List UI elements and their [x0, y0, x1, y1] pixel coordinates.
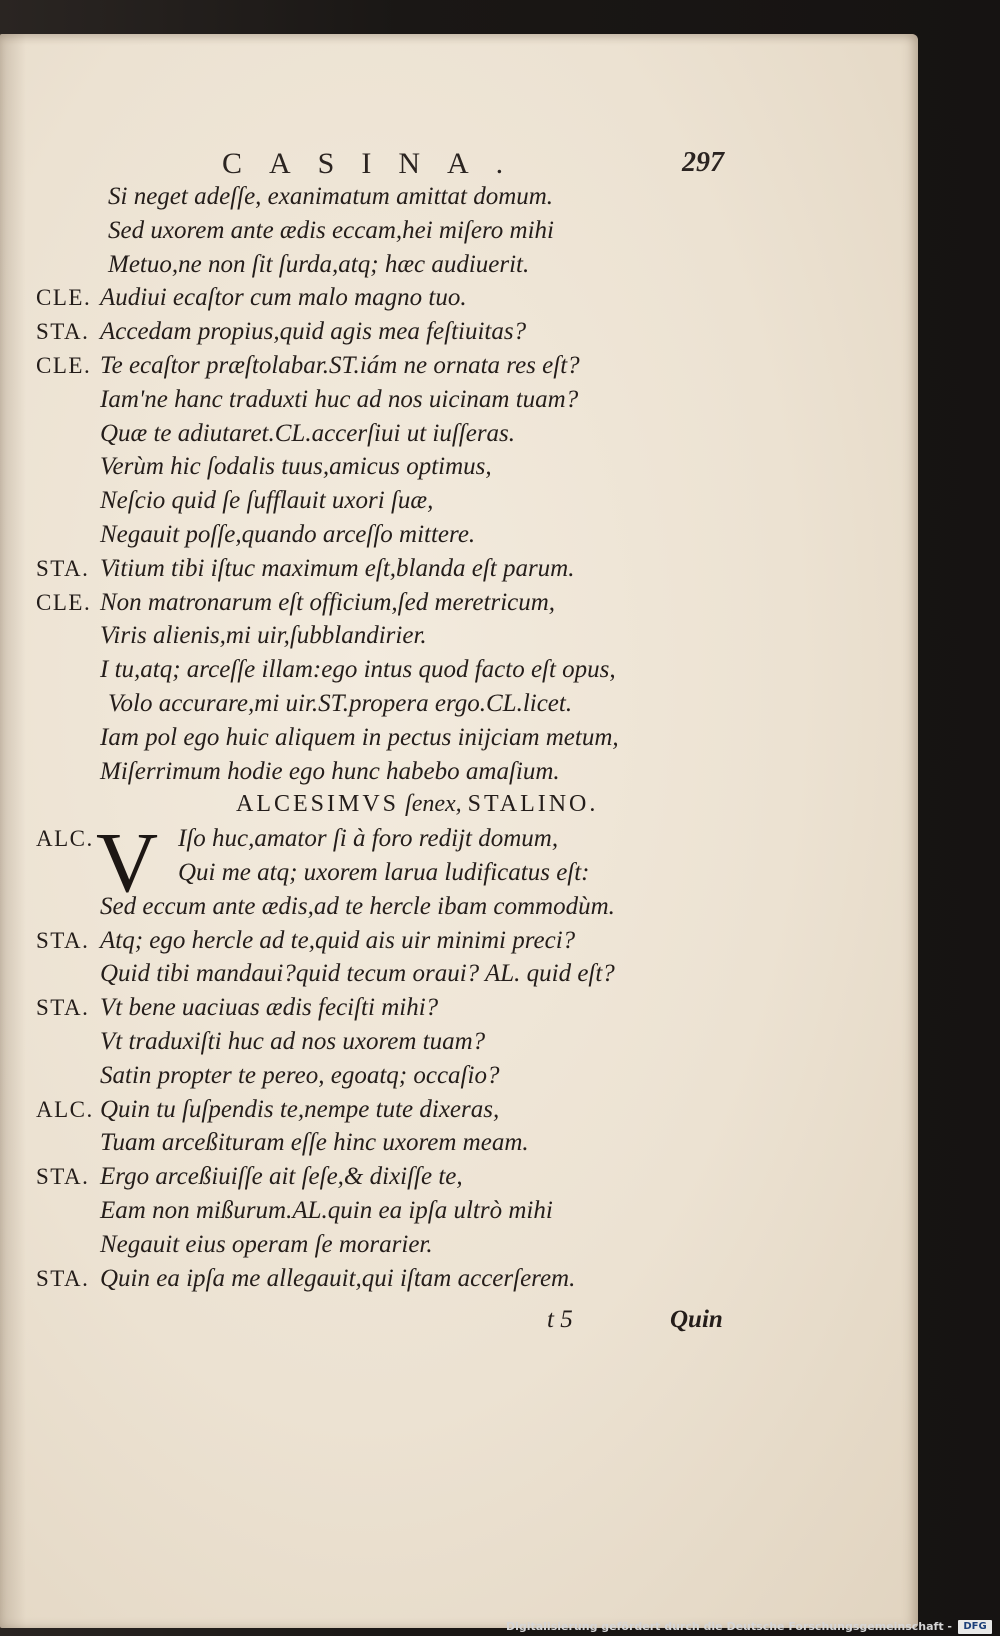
- verse-text-content: Miſerrimum hodie ego hunc habebo amaſium.: [100, 757, 560, 785]
- verse-text-content: Atq; ego hercle ad te,quid ais uir minimi preci?: [100, 926, 576, 954]
- verse-text-content: Audiui ecaſtor cum malo magno tuo.: [100, 284, 467, 312]
- verse-line: [0, 450, 918, 484]
- signature-mark: t 5: [547, 1306, 573, 1333]
- verse-line: [0, 214, 918, 248]
- verse-text-content: Quid tibi mandaui?quid tecum oraui? AL. quid eſt?: [100, 960, 615, 988]
- verse-text-content: Metuo,ne non ſit ſurda,atq; hæc audiuerit.: [108, 250, 530, 278]
- verse-line: [0, 619, 918, 653]
- verse-text-content: Verùm hic ſodalis tuus,amicus optimus,: [100, 453, 492, 481]
- verse-text-content: Qui me atq; uxorem larua ludificatus eſt:: [178, 858, 590, 886]
- speaker-label: ALC.: [36, 826, 94, 852]
- page-footer: [0, 1306, 918, 1340]
- verse-text-content: Neſcio quid ſe ſufflauit uxori ſuæ,: [100, 487, 434, 515]
- verse-line: [0, 1093, 918, 1127]
- verse-text-content: Non matronarum eſt officium,ſed meretricum,: [100, 588, 556, 616]
- verse-line: [0, 1262, 918, 1296]
- verse-line: [0, 1160, 918, 1194]
- verse-text: [0, 180, 918, 1295]
- verse-line: [0, 1025, 918, 1059]
- verse-text-content: Iſo huc,amator ſi à foro redijt domum,: [178, 825, 559, 853]
- verse-line: [0, 281, 918, 315]
- verse-line: [0, 552, 918, 586]
- verse-text-content: Vitium tibi iſtuc maximum eſt,blanda eſt parum.: [100, 554, 575, 582]
- verse-line: [0, 687, 918, 721]
- verse-line: [0, 890, 918, 924]
- scene-character: STALINO.: [467, 791, 599, 818]
- verse-text-content: Sed uxorem ante ædis eccam,hei miſero mihi: [108, 216, 554, 244]
- verse-text-content: Quin ea ipſa me allegauit,qui iſtam accerſerem.: [100, 1264, 576, 1292]
- verse-text-content: Volo accurare,mi uir.ST.propera ergo.CL.licet.: [108, 689, 573, 717]
- verse-text-content: [236, 788, 598, 822]
- verse-line: [0, 180, 918, 214]
- verse-text-content: Quin tu ſuſpendis te,nempe tute dixeras,: [100, 1095, 500, 1123]
- verse-text-content: Quæ te adiutaret.CL.accerſiui ut iuſſeras.: [100, 419, 516, 447]
- verse-text-content: Ergo arceßiuiſſe ait ſeſe,& dixiſſe te,: [100, 1163, 463, 1191]
- verse-text-content: Tuam arceßituram eſſe hinc uxorem meam.: [100, 1129, 529, 1157]
- scene-descriptor: ſenex,: [399, 791, 468, 818]
- speaker-label: CLE.: [36, 285, 92, 311]
- verse-line: [0, 924, 918, 958]
- book-page: [0, 34, 918, 1628]
- verse-line: [0, 957, 918, 991]
- verse-line: [0, 653, 918, 687]
- verse-text-content: Si neget adeſſe, exanimatum amittat domum.: [108, 183, 554, 210]
- speaker-label: STA.: [36, 319, 90, 345]
- drop-cap: V: [96, 814, 159, 911]
- running-title: CASINA.: [222, 147, 531, 180]
- speaker-label: STA.: [36, 1265, 90, 1291]
- verse-line: [0, 1126, 918, 1160]
- verse-line: [0, 1194, 918, 1228]
- page-number: 297: [682, 147, 724, 178]
- verse-line: [0, 417, 918, 451]
- verse-line: [0, 484, 918, 518]
- verse-line: [0, 991, 918, 1025]
- speaker-label: STA.: [36, 927, 90, 953]
- verse-line: [0, 586, 918, 620]
- verse-text-content: Negauit eius operam ſe morarier.: [100, 1230, 433, 1258]
- speaker-label: CLE.: [36, 589, 92, 615]
- speaker-label: STA.: [36, 555, 90, 581]
- speaker-label: CLE.: [36, 352, 92, 378]
- scene-character: ALCESIMVS: [236, 791, 400, 818]
- speaker-label: STA.: [36, 995, 90, 1021]
- verse-line: [0, 1059, 918, 1093]
- verse-text-content: Sed eccum ante ædis,ad te hercle ibam commodùm.: [100, 892, 615, 920]
- catchword: Quin: [670, 1306, 723, 1333]
- verse-text-content: Vt traduxiſti huc ad nos uxorem tuam?: [100, 1027, 486, 1055]
- verse-text-content: Iam'ne hanc traduxti huc ad nos uicinam tuam?: [100, 385, 579, 413]
- verse-line: [0, 1228, 918, 1262]
- verse-line: [0, 721, 918, 755]
- verse-text-content: Vt bene uaciuas ædis feciſti mihi?: [100, 994, 439, 1022]
- verse-line: [0, 856, 918, 890]
- verse-text-content: Viris alienis,mi uir,ſubblandirier.: [100, 622, 427, 650]
- verse-text-content: I tu,atq; arceſſe illam:ego intus quod facto eſt opus,: [100, 656, 616, 684]
- verse-text-content: Eam non mißurum.AL.quin ea ipſa ultrò mihi: [100, 1196, 553, 1224]
- verse-line: [0, 383, 918, 417]
- verse-line: [0, 518, 918, 552]
- verse-line: [0, 248, 918, 282]
- verse-text-content: Satin propter te pereo, egoatq; occaſio?: [100, 1061, 500, 1089]
- verse-text-content: Accedam propius,quid agis mea feſtiuitas?: [100, 318, 527, 346]
- verse-text-content: Iam pol ego huic aliquem in pectus inijciam metum,: [100, 723, 619, 751]
- speaker-label: ALC.: [36, 1096, 94, 1122]
- dfg-logo: DFG: [958, 1620, 992, 1634]
- verse-text-content: Negauit poſſe,quando arceſſo mittere.: [100, 520, 476, 548]
- speaker-label: STA.: [36, 1164, 90, 1190]
- verse-text-content: Te ecaſtor præſtolabar.ST.iám ne ornata res eſt?: [100, 351, 580, 379]
- verse-line: [0, 315, 918, 349]
- verse-line: [0, 349, 918, 383]
- verse-line: [0, 755, 918, 789]
- digitization-credit: Digitalisierung gefördert durch die Deutsche Forschungsgemeinschaft -: [505, 1620, 952, 1633]
